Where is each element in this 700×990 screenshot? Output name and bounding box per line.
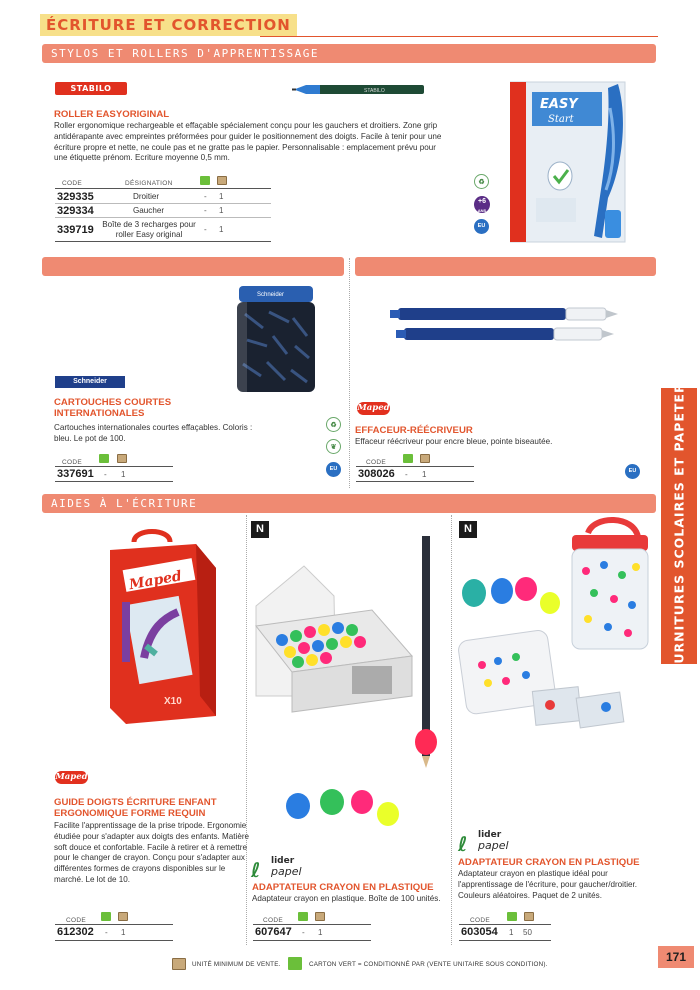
cartouches-description: Cartouches internationales courtes effaçables. Coloris : bleu. Le pot de 100. [54,423,253,443]
carton-icon [507,912,517,921]
guide-doigts-code-label: CODE [66,917,86,924]
cartouches-code-rule [55,466,173,467]
roller-row-code: 329335 [57,191,94,203]
maped-logo: Maped [357,403,390,413]
pen-brand-print: STABILO [364,88,385,94]
lider-brand-top: lider [478,830,502,840]
adaptateur-paquet-qty-carton: 50 [523,928,532,937]
effaceur-code: 308026 [358,468,395,480]
effaceur-code-bottom-rule [356,481,474,482]
unit-box-icon [217,176,227,185]
cartouches-code-label: CODE [62,459,82,466]
maped-logo: Maped [55,772,88,782]
carton-icon [298,912,308,921]
leaf-icon: ❦ [326,439,341,454]
adaptateur-paquet-description: Adaptateur crayon en plastique idéal pour l'apprentissage de l'écriture, pour gaucher/droitier. Couleurs aléatoires. Paquet de 2 unités. [458,869,638,900]
carton-icon [403,454,413,463]
title-rule [260,36,658,37]
carton-icon [288,957,302,970]
guide-doigts-title: GUIDE DOIGTS ÉCRITURE ENFANT ERGONOMIQUE FORME REQUIN [54,797,217,819]
page-title: ÉCRITURE ET CORRECTION [40,14,297,36]
roller-row-dash: - [204,192,207,201]
cartouches-title: CARTOUCHES COURTES INTERNATIONALES [54,397,172,419]
eu-flag-icon: EU [625,464,640,479]
stabilo-logo: STABILO [55,82,127,95]
effaceur-code-rule [356,466,474,467]
recycle-icon: ♻ [474,174,489,189]
pack-start-text: Start [548,114,574,125]
side-category-label: FOURNITURES SCOLAIRES ET PAPETERIE [671,367,687,685]
roller-row-designation: Boîte de 3 recharges pour roller Easy original [102,220,196,239]
page-number: 171 [658,946,694,968]
roller-description: Roller ergonomique rechargeable et effaçable spécialement conçu pour les gauchers et droitiers. Zone grip antidérapante avec empreintes préformées pour guider le positionnement des doigts. Facile à tenir pour une écriture propre et nette, ne coule pas et ne gratte pas le papier. Personnalisable : emplacement prévu pour une étiquette prénom. Ecriture moyenne 0,5 mm. [54,121,442,163]
roller-pack-image [510,78,630,248]
roller-row-designation: Gaucher [133,206,165,215]
effaceur-description: Effaceur réécriveur pour encre bleue, pointe biseautée. [355,437,553,446]
jar-label: Schneider [257,292,285,298]
section-header-aides: AIDES À L'ÉCRITURE [42,494,656,513]
box-brand: Maped [127,568,183,594]
new-badge: N [251,521,269,538]
adaptateur-paquet-code-label: CODE [470,917,490,924]
adaptateur-boite-dash: - [302,928,305,937]
cartouches-code-bottom-rule [55,481,173,482]
adaptateur-boite-code: 607647 [255,926,292,938]
roller-row-qty: 1 [219,225,224,234]
adaptateur-boite-description: Adaptateur crayon en plastique. Boîte de 100 unités. [252,894,441,903]
roller-title: ROLLER EASYORIGINAL [54,109,170,120]
lider-brand-bottom: papel [478,839,509,852]
effaceur-code-label: CODE [366,459,386,466]
roller-row-dash: - [204,225,207,234]
eu-flag-icon: EU [474,219,489,234]
roller-designation-header: DÉSIGNATION [125,180,173,187]
recycle-icon: ♻ [326,417,341,432]
carton-icon [99,454,109,463]
guide-doigts-description: Facilite l'apprentissage de la prise tripode. Ergonomie étudiée pour s'adapter aux doigts des enfants. Matière soft douce et confortable. Facile à retirer et à remettre pour le changer de crayon. Conçu pour s'adapter aux différentes formes de crayons disponibles sur le marché. Le lot de 10. [54,821,250,884]
side-category-tab [661,367,697,685]
adaptateur-paquet-code-rule [459,924,551,925]
adaptateur-boite-code-rule [253,924,371,925]
adaptateur-paquet-code-bottom-rule [459,940,551,941]
roller-row-code: 329334 [57,205,94,217]
carton-icon [101,912,111,921]
adaptateur-boite-code-label: CODE [263,917,283,924]
roller-row-qty: 1 [219,192,224,201]
adaptateur-boite-code-bottom-rule [253,940,371,941]
cartouches-code: 337691 [57,468,94,480]
guide-doigts-code-bottom-rule [55,940,173,941]
unit-box-icon [172,958,186,970]
effaceur-qty: 1 [422,470,427,479]
adaptateur-paquet-qty-unit: 1 [509,928,514,937]
finger-guide-box-image [104,528,222,724]
roller-row-designation: Droitier [133,192,160,201]
unit-box-icon [118,912,128,921]
schneider-logo: Schneider [55,376,125,388]
lider-brand-bottom: papel [271,865,302,878]
guide-doigts-code: 612302 [57,926,94,938]
cartouches-header-bar [42,257,344,276]
roller-row-dash: - [204,206,207,215]
age-badge-unit: ANS [477,208,487,213]
effaceur-title: EFFACEUR-RÉÉCRIVEUR [355,425,473,436]
pack-easy-text: EASY [540,97,578,112]
lider-brand-top: lider [271,856,295,866]
adaptateur-boite-qty: 1 [318,928,323,937]
pencil-grip-display-image [252,536,448,836]
roller-row-code: 339719 [57,224,94,236]
unit-box-icon [420,454,430,463]
effaceur-header-bar [355,257,656,276]
guide-doigts-qty: 1 [121,928,126,937]
stabilo-pen-image [292,80,428,100]
row-divider [55,203,271,204]
roller-code-header: CODE [62,180,82,187]
section-header-stylos: STYLOS ET ROLLERS D'APPRENTISSAGE [42,44,656,63]
pencil-grip-jar-image [458,515,654,755]
adaptateur-paquet-code: 603054 [461,926,498,938]
eu-flag-icon: EU [326,462,341,477]
eraser-pen-image [390,304,622,346]
roller-table-bottom-rule [55,241,271,242]
lider-papel-logo: ℓ lider papel [251,856,302,882]
unit-box-icon [117,454,127,463]
guide-doigts-code-rule [55,924,173,925]
adaptateur-paquet-title: ADAPTATEUR CRAYON EN PLASTIQUE [458,857,640,868]
unit-box-icon [315,912,325,921]
roller-table-rule [55,188,271,189]
age-badge-icon [474,196,490,213]
adaptateur-boite-title: ADAPTATEUR CRAYON EN PLASTIQUE [252,882,434,893]
guide-doigts-dash: - [105,928,108,937]
new-badge: N [459,521,477,538]
column-divider [451,515,452,945]
cartouches-qty: 1 [121,470,126,479]
cartouches-dash: - [104,470,107,479]
footer-carton-legend: CARTON VERT = CONDITIONNÉ PAR (VENTE UNITAIRE SOUS CONDITION). [309,961,548,968]
lider-papel-logo: ℓ lider papel [458,830,509,856]
cartridge-jar-image [233,284,319,396]
roller-row-qty: 1 [219,206,224,215]
row-divider [55,217,271,218]
column-divider [349,258,350,488]
unit-box-icon [524,912,534,921]
effaceur-dash: - [405,470,408,479]
carton-icon [200,176,210,185]
age-badge-value: +6 [478,198,486,205]
box-count: X10 [164,696,182,707]
footer-unit-legend: UNITÉ MINIMUM DE VENTE. [192,961,281,968]
